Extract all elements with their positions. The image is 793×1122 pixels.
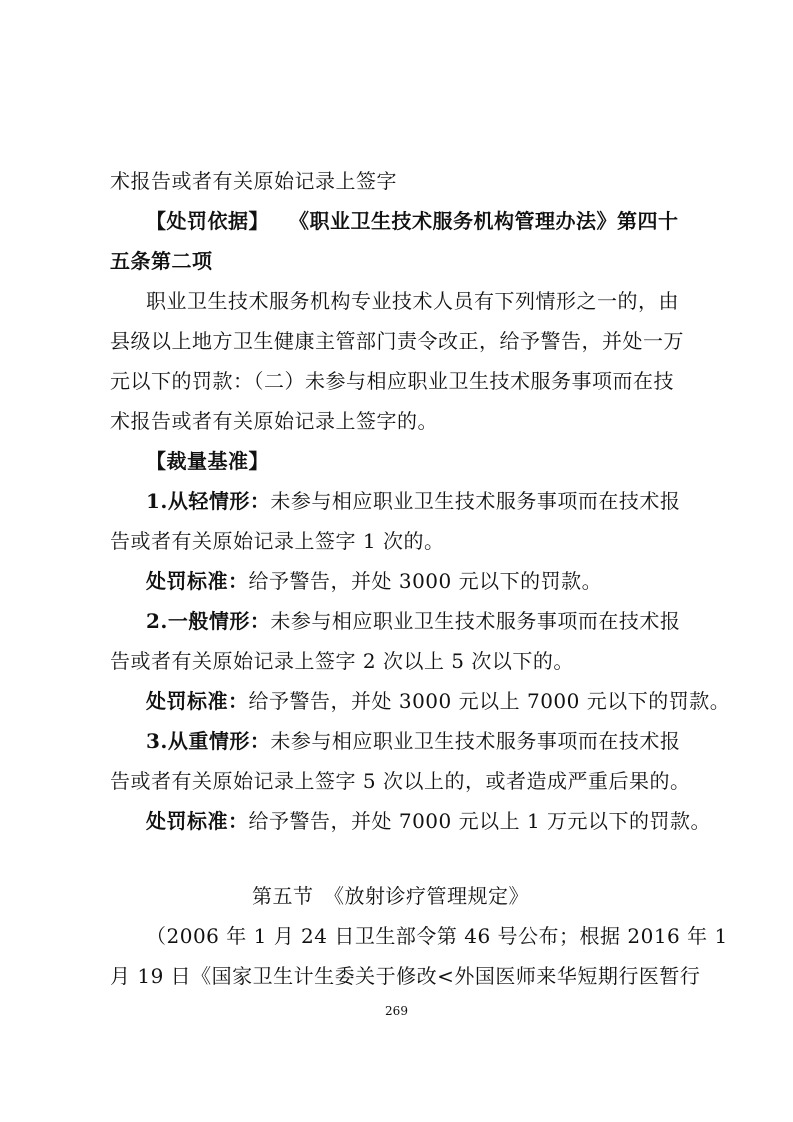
text-line: 告或者有关原始记录上签字 1 次的。 (110, 529, 445, 553)
inline-heading: 《职业卫生技术服务机构管理办法》第四十 (299, 209, 679, 233)
heading-label: 1.从轻情形： (146, 489, 271, 513)
text-line: 元以下的罚款：（二）未参与相应职业卫生技术服务事项而在技 (110, 369, 674, 393)
heading-label: 处罚标准： (146, 689, 249, 713)
text-line (0, 609, 793, 633)
text-line: 县级以上地方卫生健康主管部门责令改正，给予警告，并处一万 (110, 329, 684, 353)
inline-text: 给予警告，并处 3000 元以下的罚款。 (248, 569, 603, 593)
heading-label: 处罚标准： (146, 569, 249, 593)
heading-label: 处罚标准： (146, 809, 249, 833)
section-title: 第五节 《放射诊疗管理规定》 (252, 884, 529, 908)
inline-text: 未参与相应职业卫生技术服务事项而在技术报 (270, 729, 681, 753)
text-line: 告或者有关原始记录上签字 2 次以上 5 次以下的。 (110, 649, 574, 673)
text-line: （2006 年 1 月 24 日卫生部令第 46 号公布；根据 2016 年 1 (146, 924, 728, 948)
section-heading: 【裁量基准】 (146, 449, 269, 473)
text-line: 职业卫生技术服务机构专业技术人员有下列情形之一的，由 (146, 289, 679, 313)
text-line (0, 209, 793, 233)
text-line: 术报告或者有关原始记录上签字的。 (110, 409, 438, 433)
text-line (0, 489, 793, 513)
inline-text: 未参与相应职业卫生技术服务事项而在技术报 (270, 489, 681, 513)
heading-label: 2.一般情形： (146, 609, 271, 633)
text-line (0, 689, 793, 713)
text-line: 告或者有关原始记录上签字 5 次以上的，或者造成严重后果的。 (110, 769, 691, 793)
text-line (0, 729, 793, 753)
inline-text: 给予警告，并处 7000 元以上 1 万元以下的罚款。 (248, 809, 712, 833)
text-line: 五条第二项 (110, 249, 213, 273)
text-line (0, 569, 793, 593)
inline-text: 给予警告，并处 3000 元以上 7000 元以下的罚款。 (248, 689, 731, 713)
text-line: 月 19 日《国家卫生计生委关于修改<外国医师来华短期行医暂行 (110, 964, 701, 988)
heading-label: 【处罚依据】 (146, 209, 269, 233)
heading-label: 3.从重情形： (146, 729, 271, 753)
inline-text: 未参与相应职业卫生技术服务事项而在技术报 (270, 609, 681, 633)
text-line: 术报告或者有关原始记录上签字 (110, 169, 397, 193)
page-number: 269 (385, 1004, 408, 1018)
text-line (0, 809, 793, 833)
